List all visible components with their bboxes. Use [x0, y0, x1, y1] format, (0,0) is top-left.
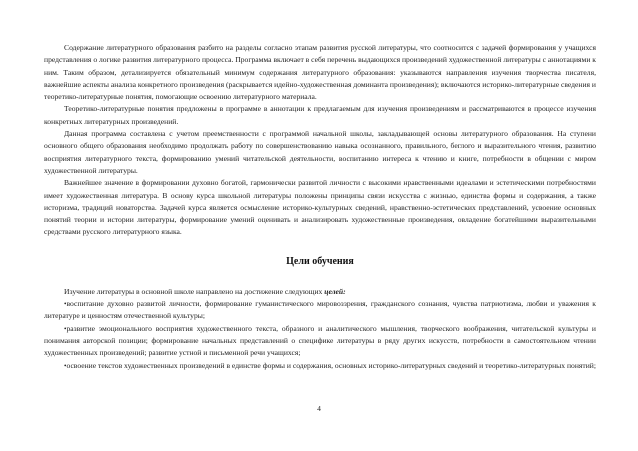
paragraph-continuity: Данная программа составлена с учетом преемственности с программой начальной школы, закладывающей основы литературного образования. На ступени основного общего образования необходимо продолжать работу по совершенствованию навыка осознанного, правильного, беглого и выразительного чтения, развитию восприятия литературного текста, формированию умений читательской деятельности, воспитанию интереса к чтению и книге, потребности в общении с миром художественной литературы. [44, 129, 596, 175]
goal-text: воспитание духовно развитой личности, формирование гуманистического мировоззрения, гражданского сознания, чувства патриотизма, любви и уважения к литературе и ценностям отечественной культуры; [44, 299, 596, 321]
goal-item [44, 298, 596, 323]
page-number: 4 [317, 404, 321, 413]
goal-item [44, 360, 596, 372]
document-page [44, 42, 596, 372]
bullet-icon: • [64, 361, 67, 370]
paragraph-theory-concepts: Теоретико-литературные понятия предложены в программе в аннотации к предлагаемым для изучения произведениям и рассматриваются в процессе изучения конкретных литературных произведений. [44, 104, 596, 126]
goals-intro-text: Изучение литературы в основной школе направлено на достижение следующих [64, 286, 325, 296]
goals-intro-emphasis: целей: [324, 286, 346, 296]
goal-text: развитие эмоционального восприятия художественного текста, образного и аналитического мышления, творческого воображения, читательской культуры и понимания авторской позиции; формирование начальных представлений о специфике литературы в ряду других искусств, потребности в самостоятельном чтении художественных произведений; развитие устной и письменной речи учащихся; [44, 323, 596, 358]
bullet-icon: • [64, 300, 67, 309]
section-heading: Цели обучения [286, 255, 354, 267]
goal-text: освоение текстов художественных произведений в единстве формы и содержания, основных историко-литературных сведений и теоретико-литературных понятий; [66, 360, 596, 370]
goal-item [44, 323, 596, 360]
goals-intro [44, 286, 596, 298]
paragraph-significance: Важнейшее значение в формировании духовно богатой, гармонически развитой личности с высокими нравственными идеалами и эстетическими потребностями имеет художественная литература. В основу курса школьной литературы положены принципы связи искусства с жизнью, единства формы и содержания, а также историзма, традиций новаторства. Задачей курса является осмысление историко-культурных сведений, нравственно-эстетических представлений, усвоение основных понятий теории и истории литературы, формирование умений оценивать и анализировать художественные произведения, овладение богатейшими выразительными средствами русского литературного языка. [44, 178, 596, 237]
paragraph-content-structure: Содержание литературного образования разбито на разделы согласно этапам развития русской литературы, что соотносится с задачей формирования у учащихся представления о логике развития литературного процесса. Программа включает в себя перечень выдающихся произведений художественной литературы с аннотациями к ним. Таким образом, детализируется обязательный минимум содержания литературного образования: указываются направления изучения творчества писателя, важнейшие аспекты анализа конкретного произведения (раскрывается идейно-художественная доминанта произведения); включаются историко-литературные сведения и теоретико-литературные понятия, помогающие освоению литературного материала. [44, 43, 596, 102]
bullet-icon: • [64, 324, 67, 333]
